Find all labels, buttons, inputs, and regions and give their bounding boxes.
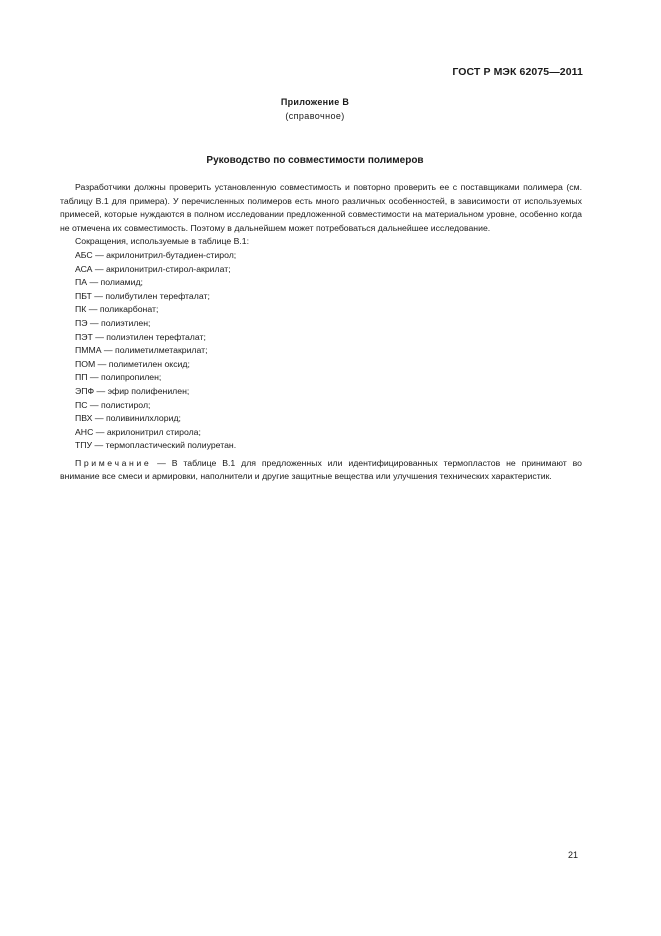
list-item: АСА — акрилонитрил-стирол-акрилат; bbox=[75, 263, 231, 274]
appendix-subtitle: (справочное) bbox=[285, 111, 345, 121]
list-item: АБС — акрилонитрил-бутадиен-стирол; bbox=[75, 249, 237, 260]
list-item: АНС — акрилонитрил стирола; bbox=[75, 426, 201, 437]
intro-paragraph: Разработчики должны проверить установленную совместимость и повторно проверить ее с поставщиками полимера (см. таблицу В.1 для примера). У перечисленных полимеров есть много различных особенностей, в зависимости от используемых примесей, которые нуждаются в полном исследовании предложенной совместимости на материальном уровне, особенно когда не отмечена их совместимость. Поэтому в дальнейшем может потребоваться дальнейшее исследование. bbox=[60, 182, 582, 233]
note-label: Примечание bbox=[75, 457, 152, 468]
list-item: ЭПФ — эфир полифенилен; bbox=[75, 385, 190, 396]
abbreviations-intro: Сокращения, используемые в таблице В.1: bbox=[75, 236, 250, 247]
list-item: ПВХ — поливинилхлорид; bbox=[75, 413, 181, 424]
list-item: ПК — поликарбонат; bbox=[75, 304, 159, 315]
list-item: ПА — полиамид; bbox=[75, 277, 143, 288]
appendix-title: Приложение В bbox=[280, 97, 350, 107]
list-item: ПП — полипропилен; bbox=[75, 372, 162, 383]
list-item: ПММА — полиметилметакрилат; bbox=[75, 345, 208, 356]
list-item: ПБТ — полибутилен терефталат; bbox=[75, 290, 210, 301]
abbreviations-list bbox=[60, 249, 582, 453]
appendix-header bbox=[0, 95, 630, 123]
note-paragraph bbox=[60, 457, 582, 484]
document-body bbox=[60, 181, 582, 484]
note-text: — В таблице В.1 для предложенных или идентифицированных термопластов не принимают во внимание все смеси и армировки, наполнители и другие защитные вещества или улучшения технических характеристик. bbox=[60, 457, 582, 482]
page-number: 21 bbox=[567, 850, 578, 860]
list-item: ПЭ — полиэтилен; bbox=[75, 317, 151, 328]
section-heading: Руководство по совместимости полимеров bbox=[206, 155, 424, 166]
list-item: ПЭТ — полиэтилен терефталат; bbox=[75, 331, 206, 342]
list-item: ПОМ — полиметилен оксид; bbox=[75, 358, 190, 369]
list-item: ПС — полистирол; bbox=[75, 399, 151, 410]
list-item: ТПУ — термопластический полиуретан. bbox=[75, 440, 237, 451]
document-code: ГОСТ Р МЭК 62075—2011 bbox=[452, 66, 583, 78]
